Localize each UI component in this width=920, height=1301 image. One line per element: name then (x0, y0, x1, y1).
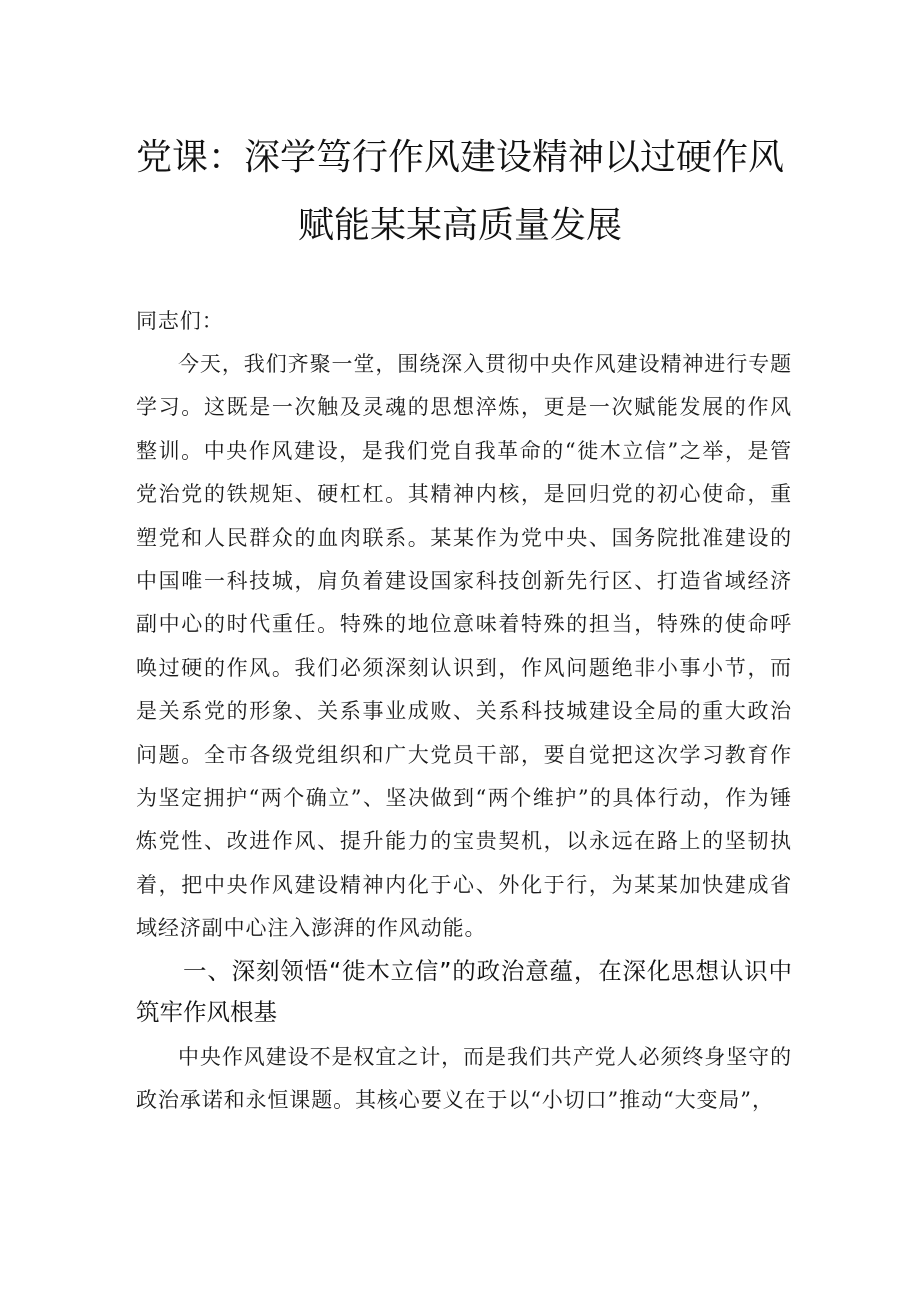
salutation: 同志们： (136, 309, 224, 333)
body-paragraph-1: 今天，我们齐聚一堂，围绕深入贯彻中央作风建设精神进行专题学习。这既是一次触及灵魂的思想淬炼，更是一次赋能发展的作风整训。中央作风建设，是我们党自我革命的“徙木立信”之举，是管党治党的铁规矩、硬杠杠。其精神内核，是回归党的初心使命，重塑党和人民群众的血肉联系。某某作为党中央、国务院批准建设的中国唯一科技城，肩负着建设国家科技创新先行区、打造省域经济副中心的时代重任。特殊的地位意味着特殊的担当，特殊的使命呼唤过硬的作风。我们必须深刻认识到，作风问题绝非小事小节，而是关系党的形象、关系事业成败、关系科技城建设全局的重大政治问题。全市各级党组织和广大党员干部，要自觉把这次学习教育作为坚定拥护“两个确立”、坚决做到“两个维护”的具体行动，作为锤炼党性、改进作风、提升能力的宝贵契机，以永远在路上的坚韧执着，把中央作风建设精神内化于心、外化于行，为某某加快建成省域经济副中心注入澎湃的作风动能。 (136, 352, 792, 941)
document-title-line-1: 党课：深学笃行作风建设精神以过硬作风 (135, 137, 784, 178)
document-title-line-2: 赋能某某高质量发展 (297, 205, 622, 246)
body-paragraph-2: 中央作风建设不是权宜之计，而是我们共产党人必须终身坚守的政治承诺和永恒课题。其核心要义在于以“小切口”推动“大变局”， (136, 1045, 792, 1113)
section-heading-1: 一、深刻领悟“徙木立信”的政治意蕴，在深化思想认识中筑牢作风根基 (136, 957, 792, 1026)
